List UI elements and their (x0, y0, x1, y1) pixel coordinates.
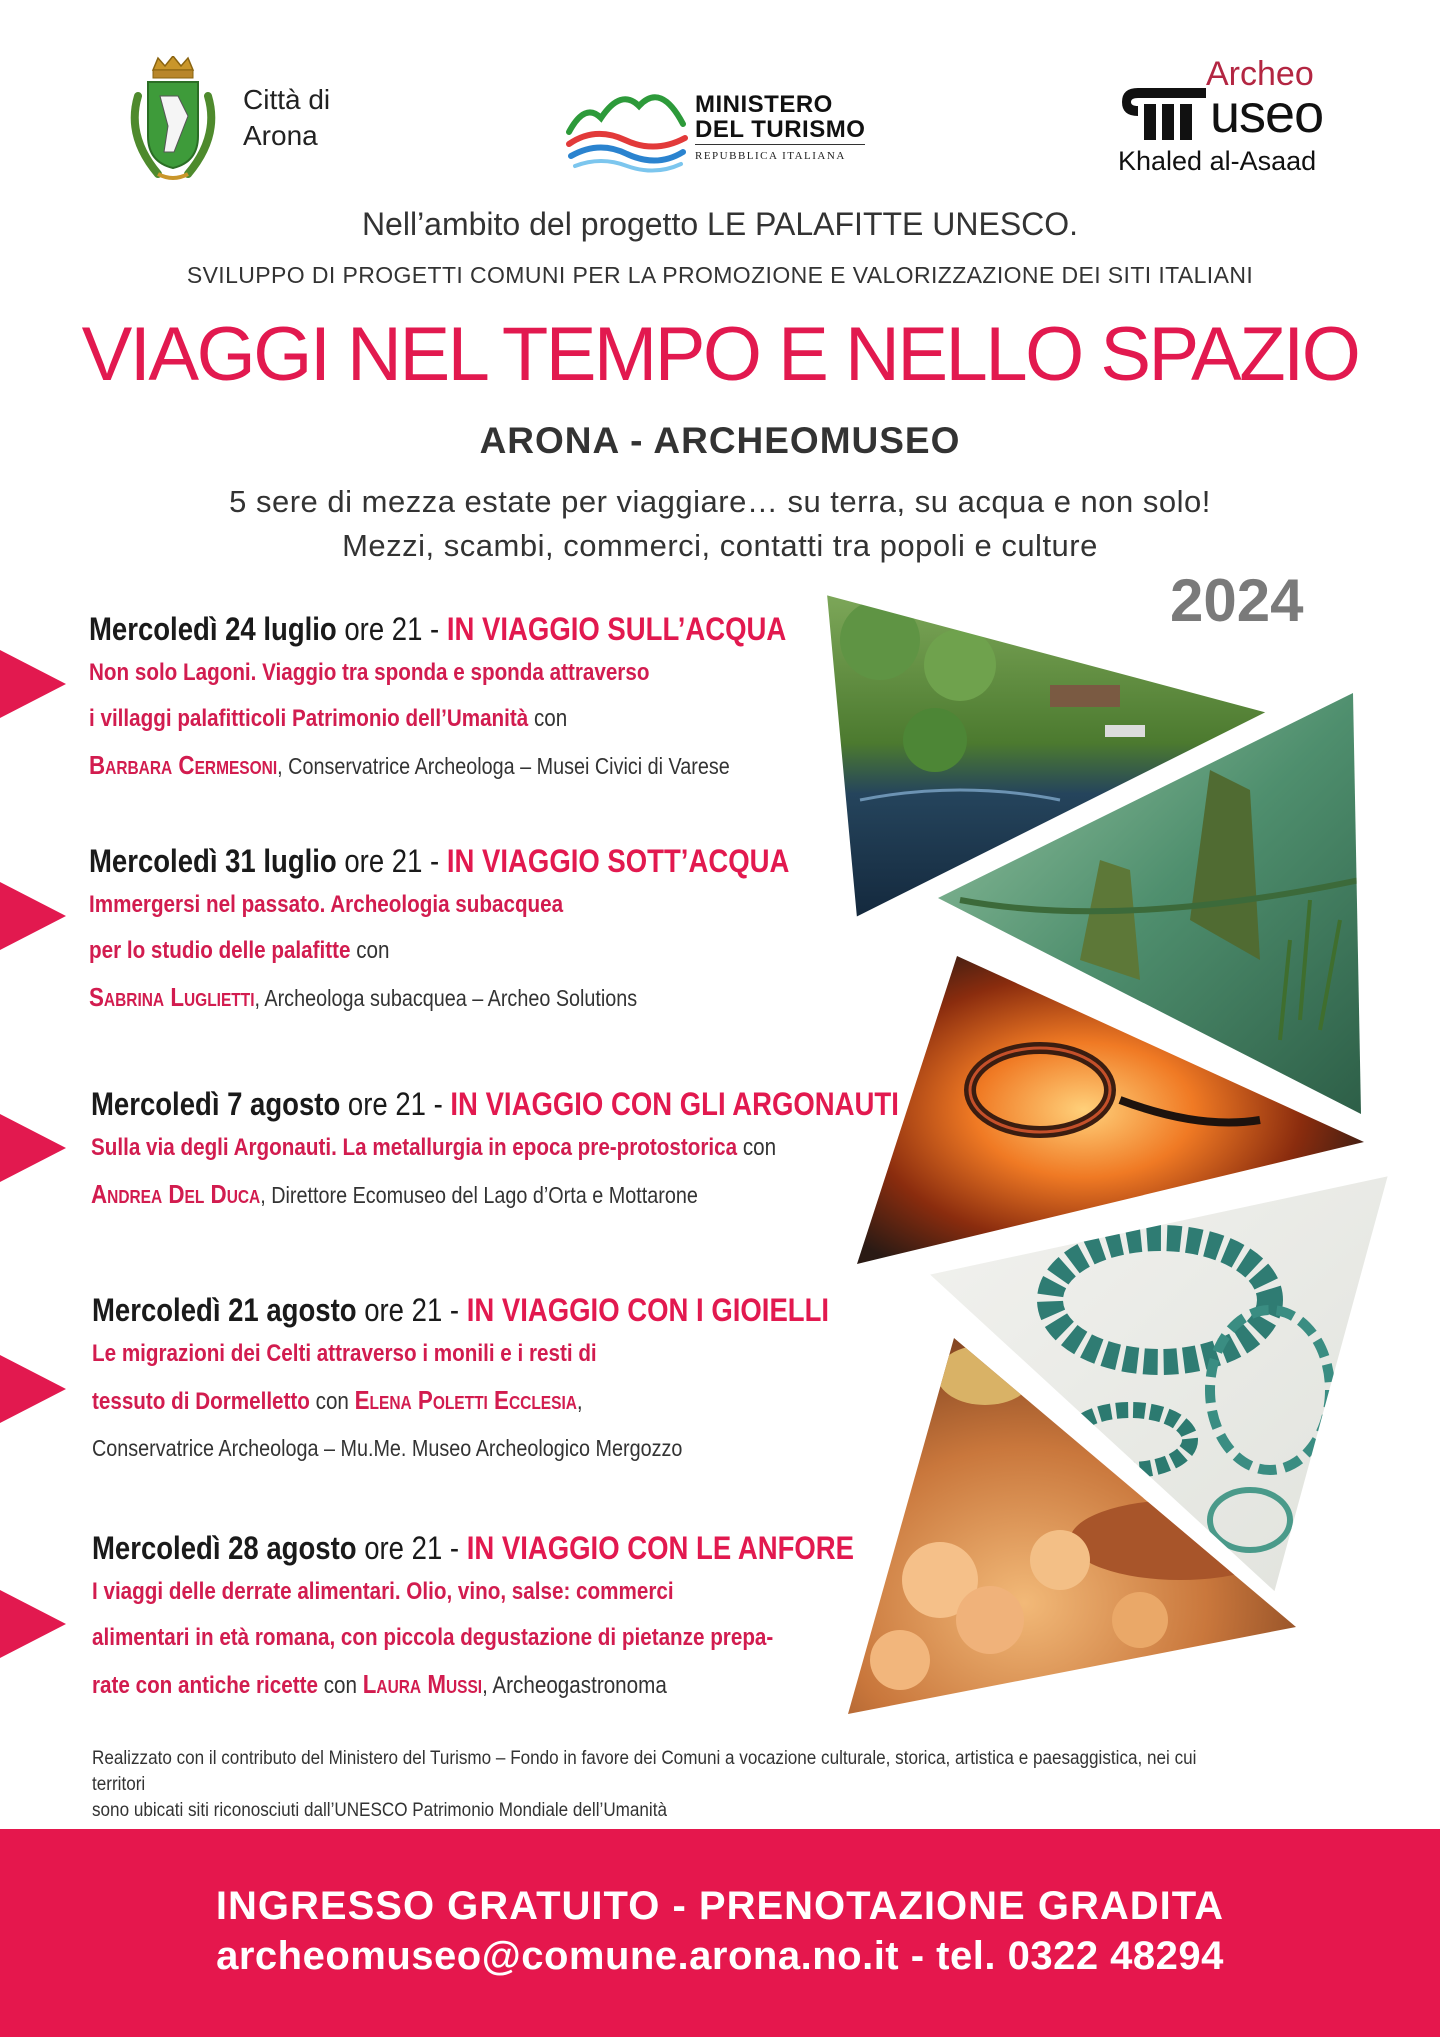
event-5-speaker: Laura Mussi (362, 1669, 483, 1699)
event-1-desc-2-tail: con (528, 705, 568, 732)
footer-admission: INGRESSO GRATUITO - PRENOTAZIONE GRADITA (215, 1884, 1225, 1928)
main-title: VIAGGI NEL TEMPO E NELLO SPAZIO (81, 312, 1359, 397)
event-3-role: , Direttore Ecomuseo del Lago d’Orta e Mottarone (260, 1182, 698, 1208)
arona-line2: Arona (243, 120, 318, 151)
event-1-arrow (0, 650, 66, 718)
event-2-header (89, 840, 794, 882)
event-4-header (92, 1289, 830, 1331)
event-1-desc-1: Non solo Lagoni. Viaggio tra sponda e sponda attraverso (89, 659, 650, 686)
credit-line1: Realizzato con il contributo del Ministero del Turismo – Fondo in favore dei Comuni a vocazione culturale, storica, artistica e paesaggistica, nei cui territori (92, 1748, 1197, 1795)
event-4-desc-2-line (92, 1377, 797, 1425)
event-1-role: , Conservatrice Archeologa – Musei Civici di Varese (277, 753, 730, 779)
event-4-speaker: Elena Poletti Ecclesia (354, 1385, 577, 1415)
event-1-desc-2: i villaggi palafitticoli Patrimonio dell’Umanità (89, 705, 529, 732)
event-4-desc-1: Le migrazioni dei Celti attraverso i monili e i resti di (92, 1340, 597, 1367)
ministero-line3: REPUBBLICA ITALIANA (695, 150, 846, 162)
event-4-theme: IN VIAGGIO CON I GIOIELLI (466, 1292, 830, 1328)
event-5-role: , Archeogastronoma (482, 1672, 667, 1699)
event-5-desc-3: rate con antiche ricette (92, 1672, 318, 1699)
museo-word: useo (1210, 84, 1324, 144)
arona-line1: Città di (243, 84, 331, 115)
event-5-theme: IN VIAGGIO CON LE ANFORE (466, 1530, 855, 1566)
event-4-arrow (0, 1355, 66, 1423)
event-4-desc-2-tail: con (309, 1388, 355, 1415)
event-1-speaker-line (89, 742, 794, 789)
event-3-header (91, 1083, 899, 1125)
event-4-desc-2: tessuto di Dormelletto (92, 1388, 310, 1415)
event-3-desc-1-tail: con (737, 1134, 777, 1161)
ministero-line1: MINISTERO (695, 91, 833, 118)
event-2 (89, 840, 909, 1021)
event-2-time: ore 21 - (336, 843, 447, 879)
tagline-line2: Mezzi, scambi, commerci, contatti tra popoli e culture (342, 528, 1098, 563)
event-5 (92, 1527, 912, 1709)
event-3-desc-1: Sulla via degli Argonauti. La metallurgia in epoca pre-protostorica (91, 1134, 738, 1161)
event-5-header (92, 1527, 855, 1569)
event-4-speaker-tail: , (576, 1388, 583, 1415)
event-5-desc-2: alimentari in età romana, con piccola degustazione di pietanze prepa- (92, 1624, 774, 1651)
event-4-date: Mercoledì 21 agosto (92, 1292, 357, 1328)
event-5-desc-3-line (92, 1661, 797, 1709)
archeo-dedication: Khaled al-Asaad (1118, 146, 1317, 176)
subtitle: ARONA - ARCHEOMUSEO (479, 420, 961, 461)
event-1-speaker: Barbara Cermesoni (89, 750, 278, 780)
event-4-time: ore 21 - (356, 1292, 467, 1328)
event-1-date: Mercoledì 24 luglio (89, 611, 337, 647)
event-4 (92, 1289, 912, 1471)
event-2-desc-1: Immergersi nel passato. Archeologia subacquea (89, 891, 564, 918)
intro-line2: SVILUPPO DI PROGETTI COMUNI PER LA PROMOZIONE E VALORIZZAZIONE DEI SITI ITALIANI (186, 262, 1254, 288)
event-2-speaker-line (89, 974, 794, 1021)
event-3-date: Mercoledì 7 agosto (91, 1086, 341, 1122)
archeo-word: Archeo (1206, 55, 1314, 93)
event-3 (91, 1083, 911, 1218)
event-1-header (89, 608, 794, 650)
tagline-line1: 5 sere di mezza estate per viaggiare… su terra, su acqua e non solo! (229, 484, 1211, 519)
event-3-speaker-line (91, 1171, 796, 1218)
event-2-desc-2: per lo studio delle palafitte (89, 937, 351, 964)
event-3-arrow (0, 1114, 66, 1182)
event-3-time: ore 21 - (340, 1086, 451, 1122)
event-4-role: Conservatrice Archeologa – Mu.Me. Museo Archeologico Mergozzo (92, 1435, 683, 1461)
intro-line1: Nell’ambito del progetto LE PALAFITTE UNESCO. (361, 206, 1079, 242)
ministero-line2: DEL TURISMO (695, 116, 866, 143)
year-label: 2024 (1170, 567, 1304, 634)
event-5-date: Mercoledì 28 agosto (92, 1530, 357, 1566)
event-2-desc-2-tail: con (350, 937, 390, 964)
event-1 (89, 608, 909, 789)
event-2-role: , Archeologa subacquea – Archeo Solutions (254, 985, 638, 1011)
event-5-desc-3-tail: con (317, 1672, 363, 1699)
event-2-speaker: Sabrina Luglietti (89, 982, 255, 1012)
funding-credit (92, 1746, 1244, 1824)
event-3-theme: IN VIAGGIO CON GLI ARGONAUTI (450, 1086, 899, 1122)
event-5-time: ore 21 - (356, 1530, 467, 1566)
event-1-theme: IN VIAGGIO SULL’ACQUA (446, 611, 787, 647)
event-1-time: ore 21 - (336, 611, 447, 647)
event-5-desc-1: I viaggi delle derrate alimentari. Olio, vino, salse: commerci (92, 1578, 674, 1605)
event-5-arrow (0, 1590, 66, 1658)
footer-contact: archeomuseo@comune.arona.no.it - tel. 0322 48294 (216, 1934, 1224, 1978)
event-2-arrow (0, 882, 66, 950)
event-1-desc-2-line (89, 696, 794, 742)
event-3-speaker: Andrea Del Duca (91, 1179, 261, 1209)
credit-line2: sono ubicati siti riconosciuti dall’UNESCO Patrimonio Mondiale dell’Umanità (92, 1800, 668, 1821)
event-2-date: Mercoledì 31 luglio (89, 843, 337, 879)
event-2-desc-2-line (89, 928, 794, 974)
event-3-desc-1-line (91, 1125, 796, 1171)
event-2-theme: IN VIAGGIO SOTT’ACQUA (446, 843, 790, 879)
footer-band (0, 1829, 1440, 2037)
